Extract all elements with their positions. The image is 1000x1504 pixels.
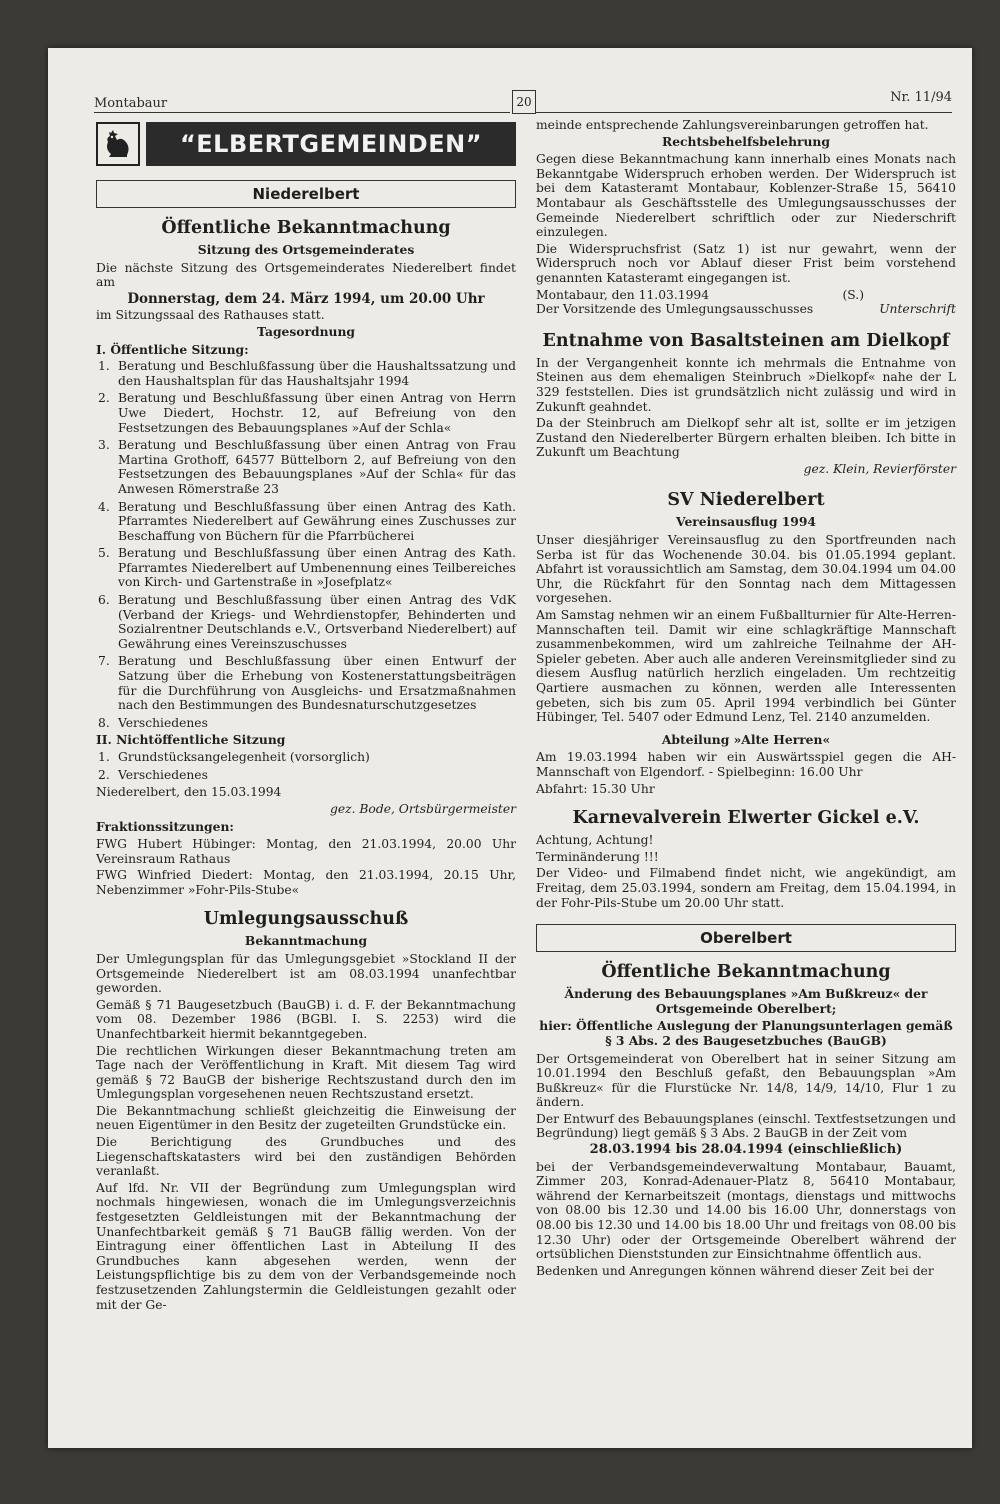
umlegung-subtitle: Bekanntmachung [244, 933, 368, 949]
fraktion-title: Fraktionssitzungen: [96, 819, 234, 835]
notice-place-date: Niederelbert, den 15.03.1994 [96, 785, 282, 800]
right-column [536, 118, 956, 1280]
ober-paragraph: Der Entwurf des Bebauungsplanes (einschl. Textfestsetzungen und Begründung) liegt gemäß § 3 Abs. 2 BauGB in der Zeit vom [536, 1111, 956, 1141]
ober-sub2: hier: Öffentliche Auslegung der Planungsunterlagen gemäß § 3 Abs. 2 des Baugesetzbuches (BauGB) [539, 1018, 953, 1048]
agenda-item: 5. Beratung und Beschlußfassung über einen Antrag des Kath. Pfarramtes Niederelbert auf Umbenennung eines Teilbereiches von Kirch- und Gartenstraße in »Josefplatz« [98, 546, 516, 590]
karneval-line: Der Video- und Filmabend findet nicht, wie angekündigt, am Freitag, dem 25.03.1994, sondern am Freitag, dem 15.04.1994, in der Fohr-Pils-Stube um 20.00 Uhr statt. [536, 866, 956, 910]
umlegung-title: Umlegungsausschuß [203, 909, 409, 930]
header-rule-left [94, 112, 510, 113]
umlegung-paragraph: Die rechtlichen Wirkungen dieser Bekanntmachung treten am Tage nach der Veröffentlichung in Kraft. Mit diesem Tag wird gemäß § 72 BauGB der bisherige Rechtszustand durch den im Umlegungsplan vorgesehenen neuen Rechtszustand ersetzt. [96, 1043, 516, 1102]
sv-paragraph: Unser diesjähriger Vereinsausflug zu den Sportfreunden nach Serba ist für das Wochenende 30.04. bis 01.05.1994 geplant. Abfahrt ist voraussichtlich am Samstag, dem 30.04.1994 um 04.00 Uhr, die Rückfahrt für den Sonntag nach dem Mittagessen vorgesehen. [536, 533, 956, 606]
meeting-date: Donnerstag, dem 24. März 1994, um 20.00 Uhr [127, 290, 485, 307]
notice-intro: Die nächste Sitzung des Ortsgemeinderates Niederelbert findet am [96, 260, 516, 290]
seal-mark: (S.) [842, 287, 864, 302]
ober-paragraph: bei der Verbandsgemeindeverwaltung Montabaur, Bauamt, Zimmer 203, Konrad-Adenauer-Platz 8, 56410 Montabaur, während der Kernarbeitszeit (montags, dienstags und mittwochs von 08.00 bis 12.30 und 14.00 bis 16.00 Uhr, donnerstags von 08.00 bis 12.30 und 14.00 bis 18.00 Uhr und freitags von 08.00 bis 12.30 Uhr) oder der Ortsgemeinde Oberelbert während der ortsüblichen Dienststunden zur Einsichtnahme öffentlich aus. [536, 1159, 956, 1262]
agenda-item: 1. Beratung und Beschlußfassung über die Haushaltssatzung und den Haushaltsplan für das Haushaltsjahr 1994 [98, 359, 516, 388]
agenda-item: 8. Verschiedenes [98, 715, 208, 730]
umlegung-paragraph: Auf lfd. Nr. VII der Begründung zum Umlegungsplan wird nochmals hingewiesen, wonach die im Umlegungsverzeichnis festgesetzten Geldleistungen mit der Bekanntmachung der Unanfechtbarkeit gemäß § 71 BauGB fällig werden. Von der Eintragung einer öffentlichen Last in Abteilung II des Grundbuches kann abgesehen werden, wenn der Leistungspflichtige bis zu dem von der Verbandsgemeinde noch festzusetzenden Zahlungstermin die Geldleistungen gezahlt oder mit der Ge- [96, 1180, 516, 1312]
section-banner [96, 122, 516, 166]
karneval-line: Terminänderung !!! [536, 849, 659, 864]
agenda-item: 1. Grundstücksangelegenheit (vorsorglich) [98, 750, 370, 764]
meeting-location: im Sitzungssaal des Rathauses statt. [96, 308, 325, 323]
notice-signature: gez. Bode, Ortsbürgermeister [329, 801, 516, 816]
karneval-title: Karnevalverein Elwerter Gickel e.V. [572, 808, 920, 829]
rooster-logo-icon [96, 122, 140, 166]
committee-chair: Der Vorsitzende des Umlegungsausschusses [536, 302, 814, 317]
basalt-signature: gez. Klein, Revierförster [803, 461, 956, 476]
chair-signature: Unterschrift [879, 302, 956, 317]
section-niederelbert: Niederelbert [96, 180, 516, 208]
continuation-text: meinde entsprechende Zahlungsvereinbarungen getroffen hat. [536, 118, 929, 132]
rechtsbehelf-paragraph: Gegen diese Bekanntmachung kann innerhalb eines Monats nach Bekanntgabe Widerspruch erhoben werden. Der Widerspruch ist bei dem Katasteramt Montabaur, Koblenzer-Straße 15, 56410 Montabaur als Geschäftsstelle des Umlegungsausschusses der Gemeinde Niederelbert schriftlich oder zur Niederschrift einzulegen. [536, 152, 956, 240]
basalt-paragraph: In der Vergangenheit konnte ich mehrmals die Entnahme von Steinen aus dem ehemaligen Steinbruch »Dielkopf« nahe der L 329 feststellen. Dies ist grundsätzlich nicht zulässig und wird in Zukunft geahndet. [536, 355, 956, 414]
ober-paragraph: Der Ortsgemeinderat von Oberelbert hat in seiner Sitzung am 10.01.1994 den Beschluß gefaßt, den Bebauungsplan »Am Bußkreuz« für die Flurstücke Nr. 14/8, 14/9, 14/10, Flur 1 zu ändern. [536, 1051, 956, 1110]
fraktion-line: FWG Winfried Diedert: Montag, den 21.03.1994, 20.15 Uhr, Nebenzimmer »Fohr-Pils-Stube« [96, 868, 516, 897]
ah-title: Abteilung »Alte Herren« [661, 731, 831, 747]
private-agenda-list [96, 750, 516, 782]
notice-subtitle: Sitzung des Ortsgemeinderates [197, 242, 415, 257]
ober-sub1: Änderung des Bebauungsplanes »Am Bußkreuz« der Ortsgemeinde Oberelbert; [564, 986, 928, 1016]
ah-paragraph: Abfahrt: 15.30 Uhr [536, 781, 655, 796]
header-rule-right [536, 112, 952, 113]
sv-title: SV Niederelbert [667, 490, 825, 511]
newspaper-page [48, 48, 972, 1448]
umlegung-paragraph: Die Bekanntmachung schließt gleichzeitig die Einweisung der neuen Eigentümer in den Besitz der zugeteilten Grundstücke ein. [96, 1103, 516, 1133]
sv-subtitle: Vereinsausflug 1994 [676, 514, 816, 530]
private-session-title: II. Nichtöffentliche Sitzung [96, 732, 286, 748]
agenda-item: 2. Beratung und Beschlußfassung über einen Antrag von Herrn Uwe Diedert, Hochstr. 12, auf Befreiung von den Festsetzungen des Bebauungsplanes »Auf der Schla« [98, 391, 516, 435]
public-agenda-list [96, 359, 516, 730]
rechtsbehelf-title: Rechtsbehelfsbelehrung [662, 133, 830, 149]
ober-paragraph: Bedenken und Anregungen können während dieser Zeit bei der [536, 1263, 934, 1278]
sv-paragraph: Am Samstag nehmen wir an einem Fußballturnier für Alte-Herren-Mannschaften teil. Damit wir eine schlagkräftige Mannschaft zusammenbekommen, wird um zahlreiche Teilnahme der AH-Spieler gebeten. Aber auch alle anderen Vereinsmitglieder sind zu diesem Ausflug natürlich herzlich eingeladen. Um rechtzeitig Qartiere ausmachen zu können, werden alle Interessenten gebeten, sich bis zum 05. April 1994 verbindlich bei Günter Hübinger, Tel. 5407 oder Edmund Lenz, Tel. 2140 anzumelden. [536, 608, 956, 725]
public-session-title: I. Öffentliche Sitzung: [96, 341, 249, 357]
rechtsbehelf-date-row [536, 288, 956, 303]
ah-paragraph: Am 19.03.1994 haben wir ein Auswärtsspiel gegen die AH-Mannschaft von Elgendorf. - Spielbeginn: 16.00 Uhr [536, 750, 956, 779]
umlegung-paragraph: Gemäß § 71 Baugesetzbuch (BauGB) i. d. F. der Bekanntmachung vom 08. Dezember 1986 (BGBl. I. S. 2253) wird die Unanfechtbarkeit hiermit bekanntgegeben. [96, 997, 516, 1041]
ober-title: Öffentliche Bekanntmachung [601, 962, 891, 983]
notice-title: Öffentliche Bekanntmachung [161, 218, 451, 238]
basalt-paragraph: Da der Steinbruch am Dielkopf sehr alt ist, sollte er im jetzigen Zustand den Niederelberter Bürgern erhalten bleiben. Ich bitte in Zukunft um Beachtung [536, 416, 956, 460]
umlegung-paragraph: Der Umlegungsplan für das Umlegungsgebiet »Stockland II der Ortsgemeinde Niederelbert ist am 08.03.1994 unanfechtbar geworden. [96, 951, 516, 996]
agenda-item: 3. Beratung und Beschlußfassung über einen Antrag von Frau Martina Grothoff, 64577 Büttelborn 2, auf Befreiung von den Festsetzungen des Bebauungsplanes »Auf der Schla« für das Anwesen Römerstraße 23 [98, 438, 516, 496]
agenda-item: 6. Beratung und Beschlußfassung über einen Antrag des VdK (Verband der Kriegs- und Wehrdienstopfer, Behinderten und Sozialrentner Deutschlands e.V., Ortsverband Niederelbert) auf Gewährung eines Vereinszuschusses [98, 593, 516, 651]
rechtsbehelf-paragraph: Die Widerspruchsfrist (Satz 1) ist nur gewahrt, wenn der Widerspruch noch vor Ablauf dieser Frist beim vorstehend genannten Katasteramt eingegangen ist. [536, 241, 956, 285]
fraktion-line: FWG Hubert Hübinger: Montag, den 21.03.1994, 20.00 Uhr Vereinsraum Rathaus [96, 836, 516, 866]
banner-title: “ELBERTGEMEINDEN” [146, 122, 516, 166]
umlegung-paragraph: Die Berichtigung des Grundbuches und des Liegenschaftskatasters wird bei den zuständigen Behörden veranlaßt. [96, 1135, 516, 1179]
issue-number: Nr. 11/94 [890, 90, 952, 105]
basalt-title: Entnahme von Basaltsteinen am Dielkopf [542, 330, 950, 351]
section-oberelbert: Oberelbert [536, 924, 956, 952]
agenda-title: Tagesordnung [257, 323, 355, 339]
ober-period: 28.03.1994 bis 28.04.1994 (einschließlich) [589, 1142, 903, 1158]
rechtsbehelf-place-date: Montabaur, den 11.03.1994 [536, 287, 710, 302]
karneval-line: Achtung, Achtung! [536, 833, 654, 848]
left-column [96, 122, 516, 1314]
page-number: 20 [512, 90, 536, 114]
header-town: Montabaur [94, 96, 168, 111]
agenda-item: 4. Beratung und Beschlußfassung über einen Antrag des Kath. Pfarramtes Niederelbert auf Gewährung eines Zuschusses zur Beschaffung von Büchern für die Pfarrbücherei [98, 499, 516, 543]
agenda-item: 7. Beratung und Beschlußfassung über einen Entwurf der Satzung über die Erhebung von Kostenerstattungsbeiträgen für die Durchführung von Ausgleichs- und Ersatzmaßnahmen nach den Bestimmungen des Bundesnaturschutzgesetzes [98, 654, 516, 713]
agenda-item: 2. Verschiedenes [98, 767, 208, 782]
rechtsbehelf-chair-row [536, 302, 956, 317]
